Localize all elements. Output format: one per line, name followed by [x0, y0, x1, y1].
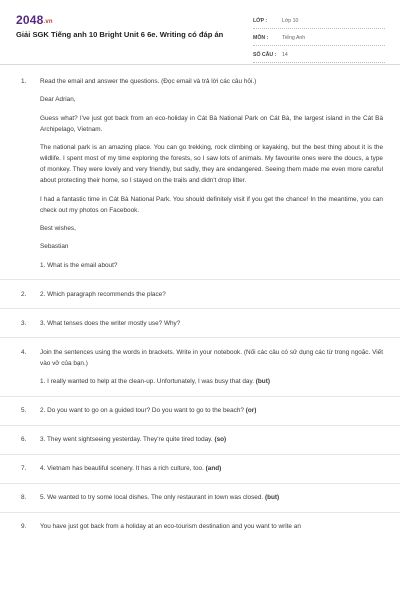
- email-paragraph: The national park is an amazing place. You can go trekking, rock climbing or kayaking, but the best thing about it is the wildlife. I spent most of my time exploring the forests, so I saw lots of animals. My favourite ones were the doucs, a type of monkey. They were lovely and very friendly, but sadly, they are endangered. Seeing them made me even more careful about protecting their home, so I stayed on the trails and didn't drop litter.: [40, 144, 383, 185]
- question-number: 7.: [21, 465, 27, 473]
- question-item: [0, 434, 400, 445]
- question-divider: [0, 425, 400, 426]
- question-instruction: Join the sentences using the words in brackets. Write in your notebook. (Nối các câu có sử dụng các từ trong ngoặc. Viết vào vở của bạn.): [40, 348, 383, 367]
- question-divider: [0, 396, 400, 397]
- question-text: [40, 463, 383, 474]
- question-divider: [0, 337, 400, 338]
- sub-question: 1. What is the email about?: [40, 261, 118, 269]
- question-number: 8.: [21, 494, 27, 502]
- question-number: 6.: [21, 436, 27, 444]
- question-body: [40, 76, 383, 271]
- bracket-word: (so): [214, 436, 227, 444]
- logo-suffix: .vn: [43, 19, 53, 25]
- question-number: 3.: [21, 319, 27, 327]
- question-divider: [0, 483, 400, 484]
- question-divider: [0, 512, 400, 513]
- question-item: [0, 463, 400, 474]
- question-instruction: Read the email and answer the questions. (Đọc email và trả lời các câu hỏi.): [40, 78, 257, 85]
- logo-main: 2048: [16, 13, 44, 27]
- question-item: [0, 521, 400, 532]
- info-row-subject: [253, 31, 385, 46]
- question-item: [0, 492, 400, 503]
- question-item: [0, 76, 400, 271]
- bracket-word: (but): [255, 378, 270, 386]
- page-title: Giải SGK Tiếng anh 10 Bright Unit 6 6e. Writing có đáp án: [16, 30, 224, 39]
- question-number: 9.: [21, 523, 27, 531]
- info-label: SỐ CÂU :: [253, 52, 277, 58]
- question-text: [40, 492, 383, 503]
- question-text: You have just got back from a holiday at an eco-tourism destination and you want to write an: [40, 523, 301, 531]
- question-number: 5.: [21, 407, 27, 415]
- question-text: 3. What tenses does the writer mostly use? Why?: [40, 319, 181, 327]
- bracket-word: (or): [245, 407, 257, 415]
- sub-question: [40, 376, 383, 387]
- question-number: 4.: [21, 348, 27, 356]
- sub-question-text: 1. I really wanted to help at the clean-up. Unfortunately, I was busy that day.: [40, 378, 254, 386]
- info-label: MÔN :: [253, 35, 269, 41]
- info-row-count: [253, 48, 385, 63]
- email-paragraph: I had a fantastic time in Cát Bà National Park. You should definitely visit if you get the chance! In the meantime, you can check out my photos on Facebook.: [40, 195, 383, 214]
- question-item: [0, 347, 400, 387]
- bracket-word: (and): [205, 465, 222, 473]
- question-divider: [0, 279, 400, 280]
- page-header: [0, 0, 400, 62]
- sentence-text: 4. Vietnam has beautiful scenery. It has a rich culture, too.: [40, 465, 204, 473]
- info-value: 14: [282, 52, 288, 58]
- question-text: [40, 434, 383, 445]
- bracket-word: (but): [264, 494, 280, 502]
- question-item: [0, 405, 400, 416]
- question-text: 2. Which paragraph recommends the place?: [40, 290, 166, 298]
- email-signature: Sebastian: [40, 243, 69, 251]
- info-label: LỚP :: [253, 18, 268, 24]
- info-row-class: [253, 14, 385, 29]
- question-item: [0, 318, 400, 329]
- question-body: [40, 347, 383, 387]
- sentence-text: 2. Do you want to go on a guided tour? Do you want to go to the beach?: [40, 407, 244, 415]
- site-logo[interactable]: [16, 13, 53, 27]
- sentence-text: 3. They went sightseeing yesterday. They're quite tired today.: [40, 436, 213, 444]
- question-divider: [0, 454, 400, 455]
- question-number: 2.: [21, 290, 27, 298]
- header-divider: [0, 64, 400, 65]
- question-item: [0, 289, 400, 300]
- sentence-text: 5. We wanted to try some local dishes. The only restaurant in town was closed.: [40, 494, 264, 502]
- email-paragraph: Guess what? I've just got back from an eco-holiday in Cát Bà National Park on Cát Bà, the largest island in the Cát Bà Archipelago, Vietnam.: [40, 114, 383, 133]
- info-value: Tiếng Anh: [282, 35, 306, 41]
- info-value: Lớp 10: [282, 18, 299, 24]
- email-closing: Best wishes,: [40, 224, 76, 232]
- question-number: 1.: [21, 78, 27, 85]
- question-divider: [0, 308, 400, 309]
- email-greeting: Dear Adrian,: [40, 96, 76, 104]
- question-text: [40, 405, 383, 416]
- info-box: [253, 14, 385, 65]
- question-list: [0, 76, 400, 532]
